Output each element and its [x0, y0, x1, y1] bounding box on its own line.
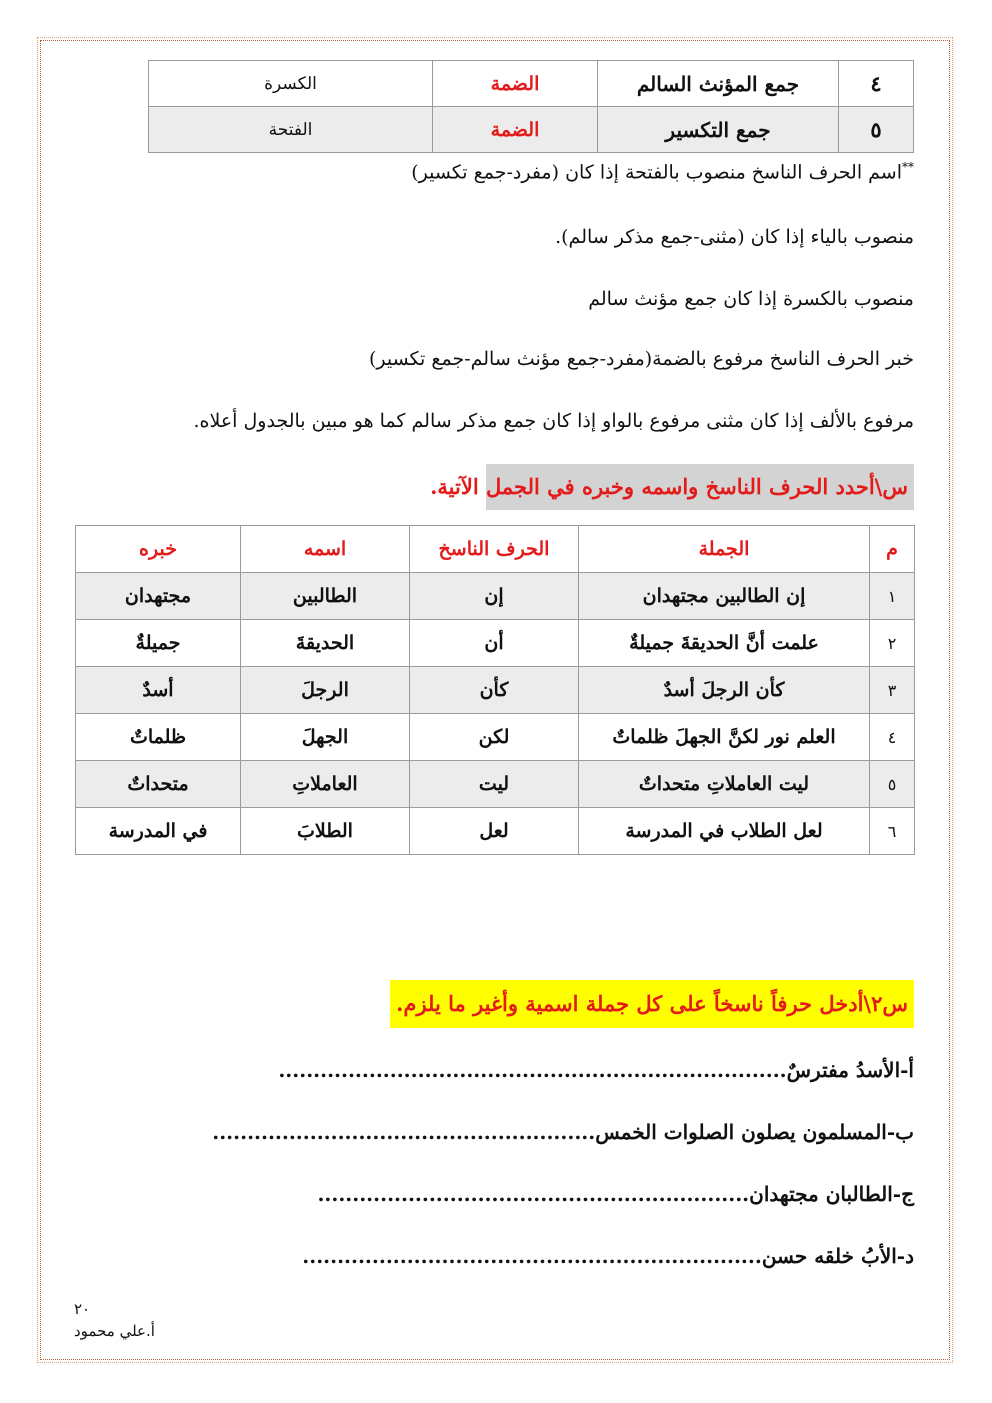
page-number: ٢٠ — [74, 1300, 91, 1318]
cell-ism: الطالبين — [241, 573, 410, 620]
cell-harf: لكن — [410, 714, 579, 761]
cell-sentence: كأن الرجلَ أسدٌ — [579, 667, 870, 714]
table-row — [76, 667, 915, 714]
note-line-4: خبر الحرف الناسخ مرفوع بالضمة(مفرد-جمع مؤنث سالم-جمع تكسير) — [368, 348, 914, 370]
question-1-title: س\أحدد الحرف الناسخ واسمه وخبره في الجمل الآتية. — [486, 464, 914, 510]
cell-khabar: متحداتٌ — [76, 761, 241, 808]
header-harf: الحرف الناسخ — [410, 526, 579, 573]
cell-m: ٦ — [870, 808, 915, 855]
note-prefix: ** — [902, 160, 914, 174]
raf-marker: الضمة — [433, 61, 598, 107]
table-row — [149, 107, 914, 153]
table-row — [76, 761, 915, 808]
cell-ism: العاملاتِ — [241, 761, 410, 808]
cell-khabar: في المدرسة — [76, 808, 241, 855]
cell-ism: الرجلَ — [241, 667, 410, 714]
cell-khabar: جميلةٌ — [76, 620, 241, 667]
top-table — [148, 60, 914, 153]
question-2-title: س٢\أدخل حرفاً ناسخاً على كل جملة اسمية وأغير ما يلزم. — [390, 980, 914, 1028]
table-header-row — [76, 526, 915, 573]
exercise-item-d: د-الأبُ خلقه حسن.................................................................. — [302, 1244, 914, 1268]
header-khabar: خبره — [76, 526, 241, 573]
cell-m: ٣ — [870, 667, 915, 714]
table-row — [76, 808, 915, 855]
cell-harf: إن — [410, 573, 579, 620]
cell-khabar: أسدٌ — [76, 667, 241, 714]
exercise-item-a: أ-الأسدُ مفترسٌ......................................................................... — [278, 1058, 914, 1082]
header-ism: اسمه — [241, 526, 410, 573]
plural-type: جمع التكسير — [598, 107, 839, 153]
plural-type: جمع المؤنث السالم — [598, 61, 839, 107]
table-row — [149, 61, 914, 107]
cell-ism: الطلابَ — [241, 808, 410, 855]
cell-harf: لعل — [410, 808, 579, 855]
note-line-3: منصوب بالكسرة إذا كان جمع مؤنث سالم — [588, 288, 914, 310]
row-number: ٤ — [839, 61, 914, 107]
exercise-item-c: ج-الطالبان مجتهدان.............................................................. — [317, 1182, 914, 1206]
sentences-table — [75, 525, 915, 855]
cell-ism: الحديقةَ — [241, 620, 410, 667]
cell-m: ٢ — [870, 620, 915, 667]
cell-sentence: لعل الطلاب في المدرسة — [579, 808, 870, 855]
cell-m: ١ — [870, 573, 915, 620]
other-marker: الفتحة — [149, 107, 433, 153]
table-row — [76, 620, 915, 667]
note-line-2: منصوب بالياء إذا كان (مثنى-جمع مذكر سالم). — [555, 226, 914, 248]
note-line-1: **اسم الحرف الناسخ منصوب بالفتحة إذا كان (مفرد-جمع تكسير) — [411, 160, 914, 184]
cell-khabar: ظلماتٌ — [76, 714, 241, 761]
cell-sentence: علمت أنَّ الحديقةَ جميلةٌ — [579, 620, 870, 667]
cell-ism: الجهلَ — [241, 714, 410, 761]
cell-m: ٤ — [870, 714, 915, 761]
table-row — [76, 714, 915, 761]
cell-sentence: العلم نور لكنَّ الجهلَ ظلماتٌ — [579, 714, 870, 761]
cell-sentence: ليت العاملاتِ متحداتٌ — [579, 761, 870, 808]
cell-harf: ليت — [410, 761, 579, 808]
cell-sentence: إن الطالبين مجتهدان — [579, 573, 870, 620]
exercise-item-b: ب-المسلمون يصلون الصلوات الخمس....................................................... — [212, 1120, 914, 1144]
header-sentence: الجملة — [579, 526, 870, 573]
raf-marker: الضمة — [433, 107, 598, 153]
table-row — [76, 573, 915, 620]
cell-khabar: مجتهدان — [76, 573, 241, 620]
cell-harf: كأن — [410, 667, 579, 714]
cell-harf: أن — [410, 620, 579, 667]
row-number: ٥ — [839, 107, 914, 153]
note-line-5: مرفوع بالألف إذا كان مثنى مرفوع بالواو إذا كان جمع مذكر سالم كما هو مبين بالجدول أعلاه. — [193, 410, 914, 432]
cell-m: ٥ — [870, 761, 915, 808]
author-name: أ.علي محمود — [74, 1322, 155, 1340]
header-m: م — [870, 526, 915, 573]
other-marker: الكسرة — [149, 61, 433, 107]
